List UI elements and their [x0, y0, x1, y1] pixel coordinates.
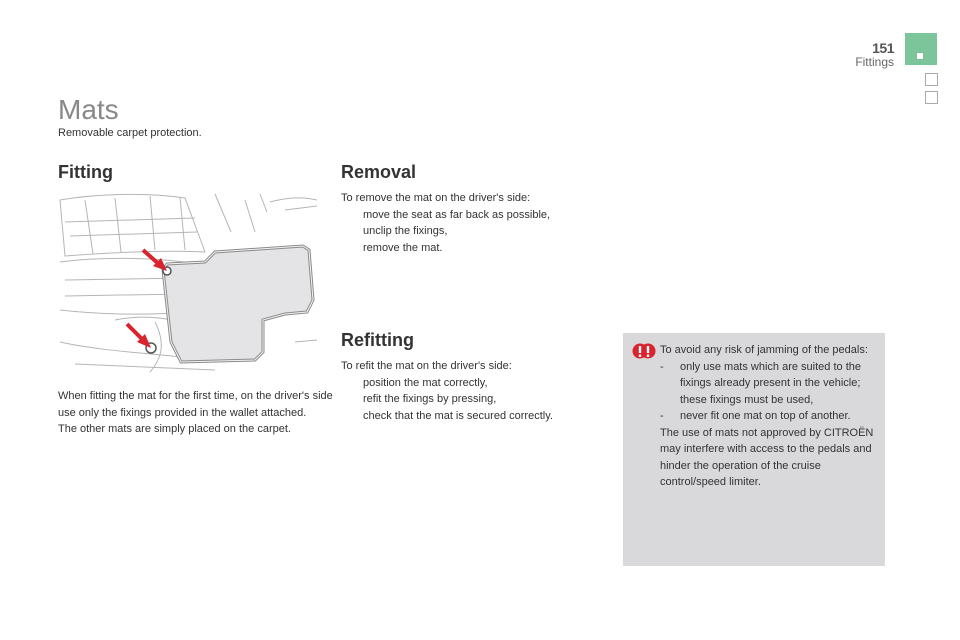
refitting-heading: Refitting — [341, 330, 414, 350]
refitting-intro: To refit the mat on the driver's side: — [341, 360, 512, 372]
page-subtitle: Removable carpet protection. — [58, 127, 202, 139]
list-item: remove the mat. — [363, 241, 443, 254]
warning-icon — [632, 340, 656, 362]
warning-intro: To avoid any risk of jamming of the pedals: — [660, 344, 868, 356]
section-tab-active[interactable] — [905, 33, 937, 65]
removal-intro: To remove the mat on the driver's side: — [341, 192, 531, 204]
list-item: unclip the fixings, — [363, 225, 448, 237]
list-item: refit the fixings by pressing, — [363, 393, 497, 405]
section-tab[interactable] — [925, 73, 938, 86]
list-item: move the seat as far back as possible, — [363, 208, 551, 221]
fitting-heading: Fitting — [58, 162, 113, 182]
fitting-text — [58, 388, 333, 438]
fitting-paragraph: When fitting the mat for the first time, on the driver's side use only the fixings provided in the wallet attached. — [58, 390, 333, 419]
warning-text — [660, 342, 880, 491]
list-item: check that the mat is secured correctly. — [363, 409, 553, 422]
refitting-section — [341, 358, 611, 424]
square-icon — [917, 53, 923, 59]
removal-steps — [341, 207, 611, 257]
list-item: - only use mats which are suited to the fixings already present in the vehicle; these fixings must be used, — [660, 360, 861, 406]
arrow-icon — [143, 250, 167, 271]
warning-note: The use of mats not approved by CITROËN may interfere with access to the pedals and hinder the operation of the cruise control/speed limiter. — [660, 426, 874, 488]
refitting-steps — [341, 375, 611, 425]
arrow-icon — [127, 324, 151, 348]
section-tab[interactable] — [925, 91, 938, 104]
list-item: - never fit one mat on top of another. — [660, 410, 851, 422]
page-title: Mats — [58, 94, 119, 125]
section-label: Fittings — [855, 55, 894, 69]
removal-heading: Removal — [341, 162, 417, 182]
mat-fitting-illustration — [55, 192, 320, 377]
page-number: 151 — [872, 40, 894, 56]
removal-section — [341, 190, 611, 256]
fitting-paragraph: The other mats are simply placed on the carpet. — [58, 423, 291, 435]
list-item: position the mat correctly, — [363, 376, 488, 389]
